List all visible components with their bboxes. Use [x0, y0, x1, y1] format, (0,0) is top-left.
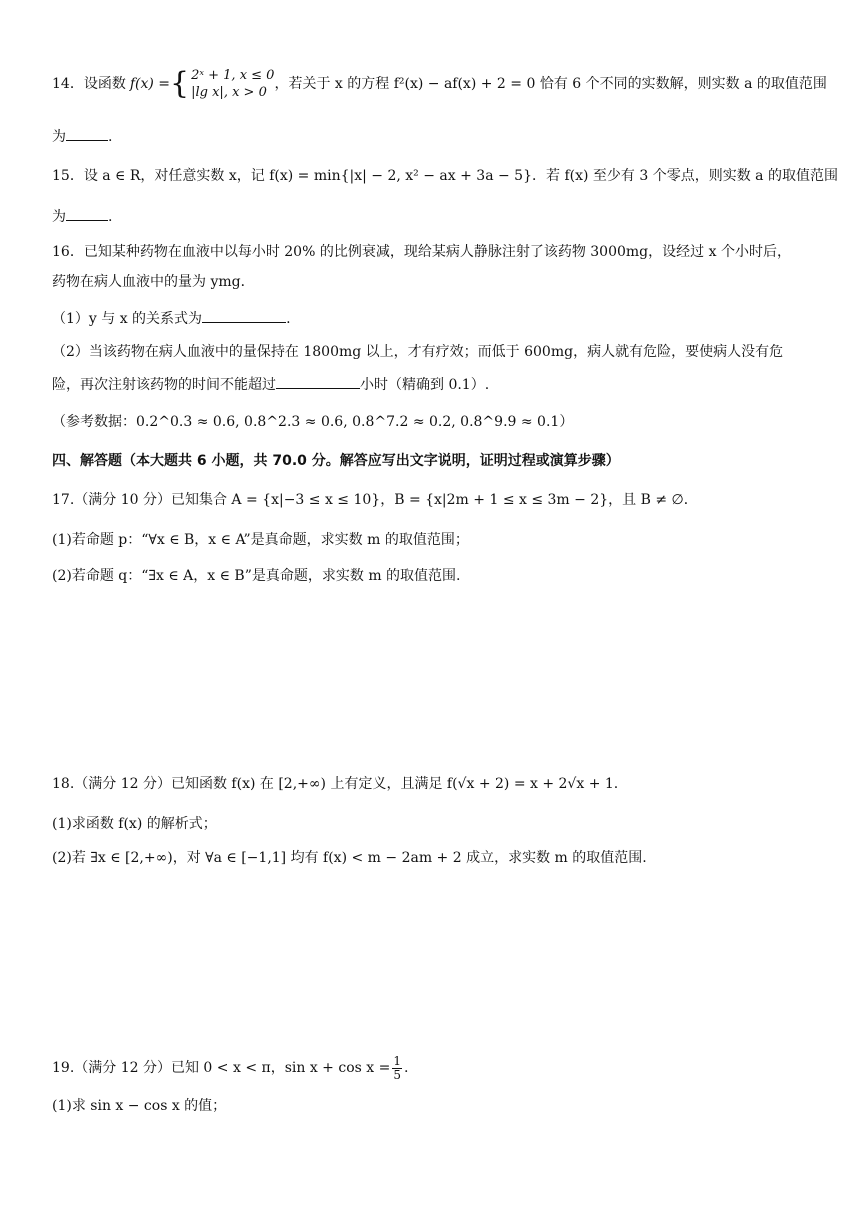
q16-part-2-line-2a: 险，再次注射该药物的时间不能超过 [52, 377, 276, 393]
q16-part-2-line-1: （2）当该药物在病人血液中的量保持在 1800mg 以上，才有疗效；而低于 600mg，病人就有危险，要使病人没有危 [52, 344, 784, 360]
question-19-part-1 [52, 1096, 812, 1116]
question-14 [52, 64, 827, 104]
q18-part-1: (1)求函数 f(x) 的解析式； [52, 816, 217, 832]
q14-case-1: 2ˣ + 1, x ≤ 0 [191, 68, 275, 83]
q16-line-1: 16．已知某种药物在血液中以每小时 20% 的比例衰减，现给某病人静脉注射了该药物 3000mg，设经过 x 个小时后， [52, 244, 791, 260]
q16-line-2: 药物在病人血液中的量为 ymg． [52, 274, 255, 290]
question-17 [52, 490, 812, 510]
q14-text: ，若关于 x 的方程 f²(x) − af(x) + 2 = 0 恰有 6 个不同的实数解，则实数 a 的取值范围 [274, 76, 827, 92]
q19-stem: 19.（满分 12 分）已知 0 < x < π，sin x + cos x = [52, 1060, 391, 1076]
q17-stem: 17.（满分 10 分）已知集合 A = {x|−3 ≤ x ≤ 10}，B = {x|2m + 1 ≤ x ≤ 3m − 2}，且 B ≠ ∅． [52, 492, 698, 508]
q16-part-1-text: （1）y 与 x 的关系式为 [52, 311, 203, 327]
q14-case-2: |lg x|, x > 0 [191, 85, 267, 100]
reference-data-text: （参考数据：0.2^0.3 ≈ 0.6, 0.8^2.3 ≈ 0.6, 0.8^7.2 ≈ 0.2, 0.8^9.9 ≈ 0.1） [52, 414, 574, 430]
left-brace: { [170, 66, 190, 101]
question-14-cont [52, 126, 812, 147]
q19-stem-end: . [403, 1060, 409, 1076]
answer-blank[interactable] [202, 308, 286, 323]
q19-fraction [392, 1055, 402, 1082]
q17-part-1: (1)若命题 p：“∀x ∈ B，x ∈ A”是真命题，求实数 m 的取值范围； [52, 532, 469, 548]
q17-part-2: (2)若命题 q：“∃x ∈ A，x ∈ B”是真命题，求实数 m 的取值范围. [52, 568, 461, 584]
q14-number: 14．设函数 [52, 76, 126, 92]
question-16-line-2 [52, 272, 812, 292]
question-19 [52, 1048, 812, 1088]
question-16-part-2-cont [52, 374, 812, 395]
q15-text: 15．设 a ∈ R，对任意实数 x，记 f(x) = min{|x| − 2, x² − ax + 3a − 5}．若 f(x) 至少有 3 个零点，则实数 a 的取值范围 [52, 168, 838, 184]
q18-stem: 18.（满分 12 分）已知函数 f(x) 在 [2,+∞) 上有定义，且满足 f(√x + 2) = x + 2√x + 1. [52, 776, 619, 792]
q14-piecewise [170, 67, 274, 101]
section-heading-text: 四、解答题（本大题共 6 小题，共 70.0 分。解答应写出文字说明，证明过程或演算步骤） [52, 453, 620, 469]
question-17-part-2 [52, 566, 812, 586]
question-17-part-1 [52, 530, 812, 550]
answer-blank[interactable] [276, 374, 360, 389]
fraction-denominator: 5 [393, 1067, 401, 1082]
question-16-part-2 [52, 342, 812, 362]
question-15-cont [52, 206, 812, 227]
q18-part-2: (2)若 ∃x ∈ [2,+∞)，对 ∀a ∈ [−1,1] 均有 f(x) < m − 2am + 2 成立，求实数 m 的取值范围. [52, 850, 647, 866]
q14-function-label: f(x) = [129, 76, 171, 92]
q14-cont-text: 为 [52, 129, 66, 145]
question-16-part-1 [52, 308, 812, 329]
reference-data [52, 412, 812, 432]
section-heading [52, 451, 812, 471]
question-16-line-1 [52, 242, 812, 262]
q15-end: . [108, 209, 113, 225]
question-15 [52, 166, 838, 186]
q14-end: . [108, 129, 113, 145]
question-18-part-2 [52, 848, 812, 868]
q15-cont-text: 为 [52, 209, 66, 225]
q16-part-2-line-2b: 小时（精确到 0.1）. [360, 377, 490, 393]
answer-blank[interactable] [66, 206, 108, 221]
answer-blank[interactable] [66, 126, 108, 141]
fraction-numerator: 1 [393, 1053, 401, 1068]
q19-part-1: (1)求 sin x − cos x 的值； [52, 1098, 227, 1114]
question-18-part-1 [52, 814, 812, 834]
q16-part-1-end: . [286, 311, 291, 327]
question-18 [52, 774, 812, 794]
